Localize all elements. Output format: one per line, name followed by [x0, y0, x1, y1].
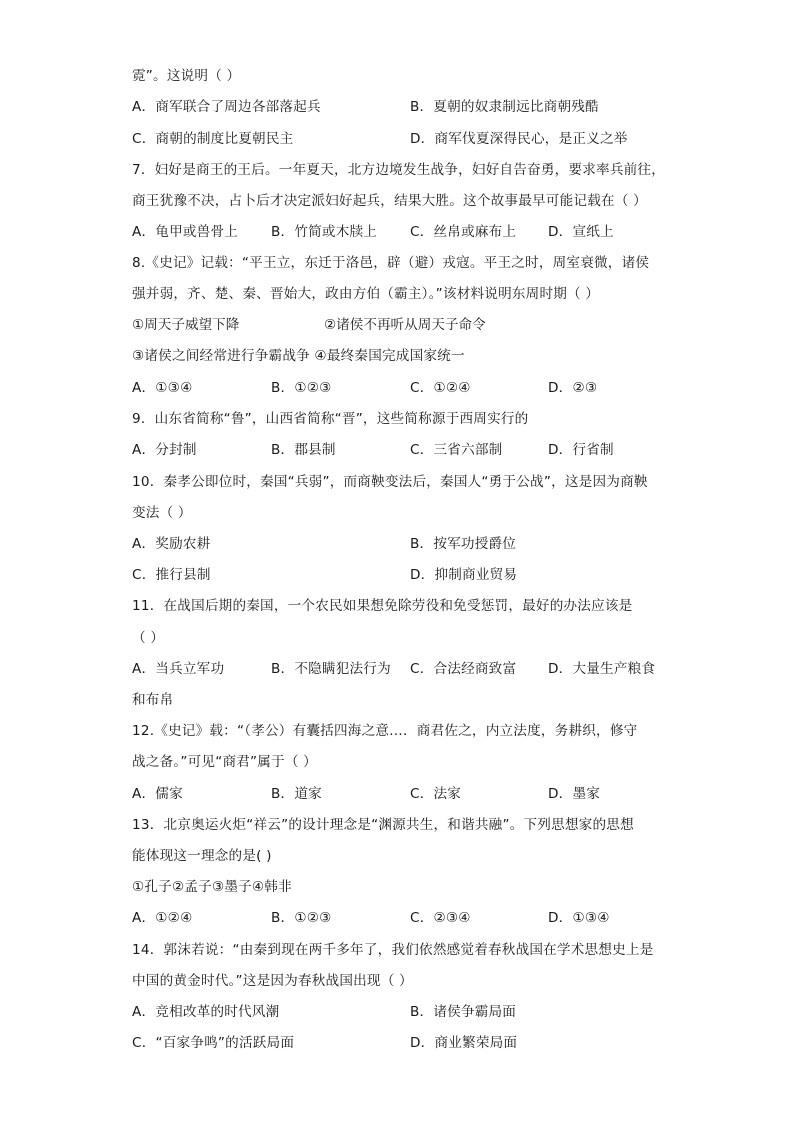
- question-13-statements: ①孔子②孟子③墨子④韩非: [132, 879, 292, 895]
- q12-option-a: A．儒家: [132, 786, 183, 802]
- q6-option-a: A．商军联合了周边各部落起兵: [132, 99, 321, 115]
- q11-option-a: A．当兵立军功: [132, 661, 225, 677]
- q8-option-c: C．①②④: [410, 380, 471, 396]
- q14-option-c: C．“百家争鸣”的活跃局面: [132, 1035, 295, 1051]
- q9-option-c: C．三省六部制: [410, 442, 503, 458]
- q12-option-c: C．法家: [410, 786, 462, 802]
- question-6-options-row-2: [132, 129, 692, 149]
- q8-option-d: D．②③: [548, 380, 598, 396]
- q8-option-a: A．①③④: [132, 380, 193, 396]
- question-10-stem-line-2: 变法（ ）: [132, 505, 192, 521]
- q8-statement-1: ①周天子威望下降: [132, 317, 240, 333]
- question-8-stem-line-2: 强并弱，齐、楚、秦、晋始大，政由方伯（霸主）。”该材料说明东周时期（ ）: [132, 286, 600, 302]
- question-9-stem: 9．山东省简称“鲁”，山西省简称“晋”，这些简称源于西周实行的: [132, 411, 529, 427]
- question-11-options: [132, 659, 692, 679]
- question-8-statements-3-4: ③诸侯之间经常进行争霸战争 ④最终秦国完成国家统一: [132, 348, 465, 364]
- q9-option-d: D．行省制: [548, 442, 614, 458]
- q8-statement-2: ②诸侯不再听从周天子命令: [324, 317, 486, 333]
- question-14-stem-line-2: 中国的黄金时代。”这是因为春秋战国出现（ ）: [132, 973, 413, 989]
- q9-option-a: A．分封制: [132, 442, 197, 458]
- question-13-stem-line-2: 能体现这一理念的是( ): [132, 848, 272, 864]
- q12-option-d: D．墨家: [548, 786, 601, 802]
- q12-option-b: B．道家: [271, 786, 322, 802]
- question-12-stem-line-2: 战之备。”可见“商君”属于（ ）: [132, 754, 317, 770]
- question-7-stem-line-2: 商王犹豫不决，占卜后才决定派妇好起兵，结果大胜。这个故事最早可能记载在（ ）: [132, 193, 647, 209]
- q6-option-c: C．商朝的制度比夏朝民主: [132, 131, 294, 147]
- q11-option-b: B．不隐瞒犯法行为: [271, 661, 391, 677]
- question-13-options: [132, 908, 692, 928]
- question-8-statements-1-2: [132, 315, 692, 335]
- question-14-options-row-1: [132, 1002, 692, 1022]
- question-7-options: [132, 222, 692, 242]
- question-8-stem-line-1: 8.《史记》记载：“平王立，东迁于洛邑，辟（避）戎寇。平王之时，周室衰微，诸侯: [132, 255, 650, 271]
- question-13-stem-line-1: 13．北京奥运火炬“祥云”的设计理念是“渊源共生，和谐共融”。下列思想家的思想: [132, 817, 634, 833]
- question-11-option-d-continued: 和布帛: [132, 692, 174, 708]
- question-14-options-row-2: [132, 1033, 692, 1053]
- question-11-stem-line-2: （ ）: [132, 630, 165, 646]
- question-6-options-row-1: [132, 97, 692, 117]
- q10-option-a: A．奖励农耕: [132, 536, 211, 552]
- q7-option-d: D．宣纸上: [548, 224, 614, 240]
- question-9-options: [132, 440, 692, 460]
- q13-option-c: C．②③④: [410, 910, 471, 926]
- q7-option-b: B．竹简或木牍上: [271, 224, 378, 240]
- question-10-stem-line-1: 10．秦孝公即位时，秦国“兵弱”，而商鞅变法后，秦国人“勇于公战”，这是因为商鞅: [132, 474, 648, 490]
- q10-option-c: C．推行县制: [132, 567, 211, 583]
- q7-option-c: C．丝帛或麻布上: [410, 224, 517, 240]
- q13-option-a: A．①②④: [132, 910, 193, 926]
- question-14-stem-line-1: 14．郭沫若说：“由秦到现在两千多年了，我们依然感觉着春秋战国在学术思想史上是: [132, 942, 654, 958]
- question-10-options-row-1: [132, 534, 692, 554]
- q10-option-b: B．按军功授爵位: [410, 536, 517, 552]
- question-12-stem-line-1: 12.《史记》载：“（孝公）有囊括四海之意…．商君佐之，内立法度，务耕织，修守: [132, 723, 638, 739]
- q13-option-b: B．①②③: [271, 910, 332, 926]
- q13-option-d: D．①③④: [548, 910, 610, 926]
- q14-option-d: D．商业繁荣局面: [410, 1035, 518, 1051]
- q14-option-a: A．竞相改革的时代风潮: [132, 1004, 280, 1020]
- q9-option-b: B．郡县制: [271, 442, 336, 458]
- question-8-options: [132, 378, 692, 398]
- q7-option-a: A．龟甲或兽骨上: [132, 224, 239, 240]
- q11-option-d: D．大量生产粮食: [548, 661, 656, 677]
- q6-option-d: D．商军伐夏深得民心，是正义之举: [410, 131, 628, 147]
- q11-option-c: C．合法经商致富: [410, 661, 517, 677]
- q10-option-d: D．抑制商业贸易: [410, 567, 518, 583]
- question-12-options: [132, 784, 692, 804]
- q14-option-b: B．诸侯争霸局面: [410, 1004, 517, 1020]
- question-10-options-row-2: [132, 565, 692, 585]
- q8-option-b: B．①②③: [271, 380, 332, 396]
- question-7-stem-line-1: 7．妇好是商王的王后。一年夏天，北方边境发生战争，妇好自告奋勇，要求率兵前往，: [132, 162, 666, 178]
- question-6-stem-end: 霓”。这说明（ ）: [132, 68, 241, 84]
- q6-option-b: B．夏朝的奴隶制远比商朝残酷: [410, 99, 599, 115]
- question-11-stem-line-1: 11．在战国后期的秦国，一个农民如果想免除劳役和免受惩罚，最好的办法应该是: [132, 598, 633, 614]
